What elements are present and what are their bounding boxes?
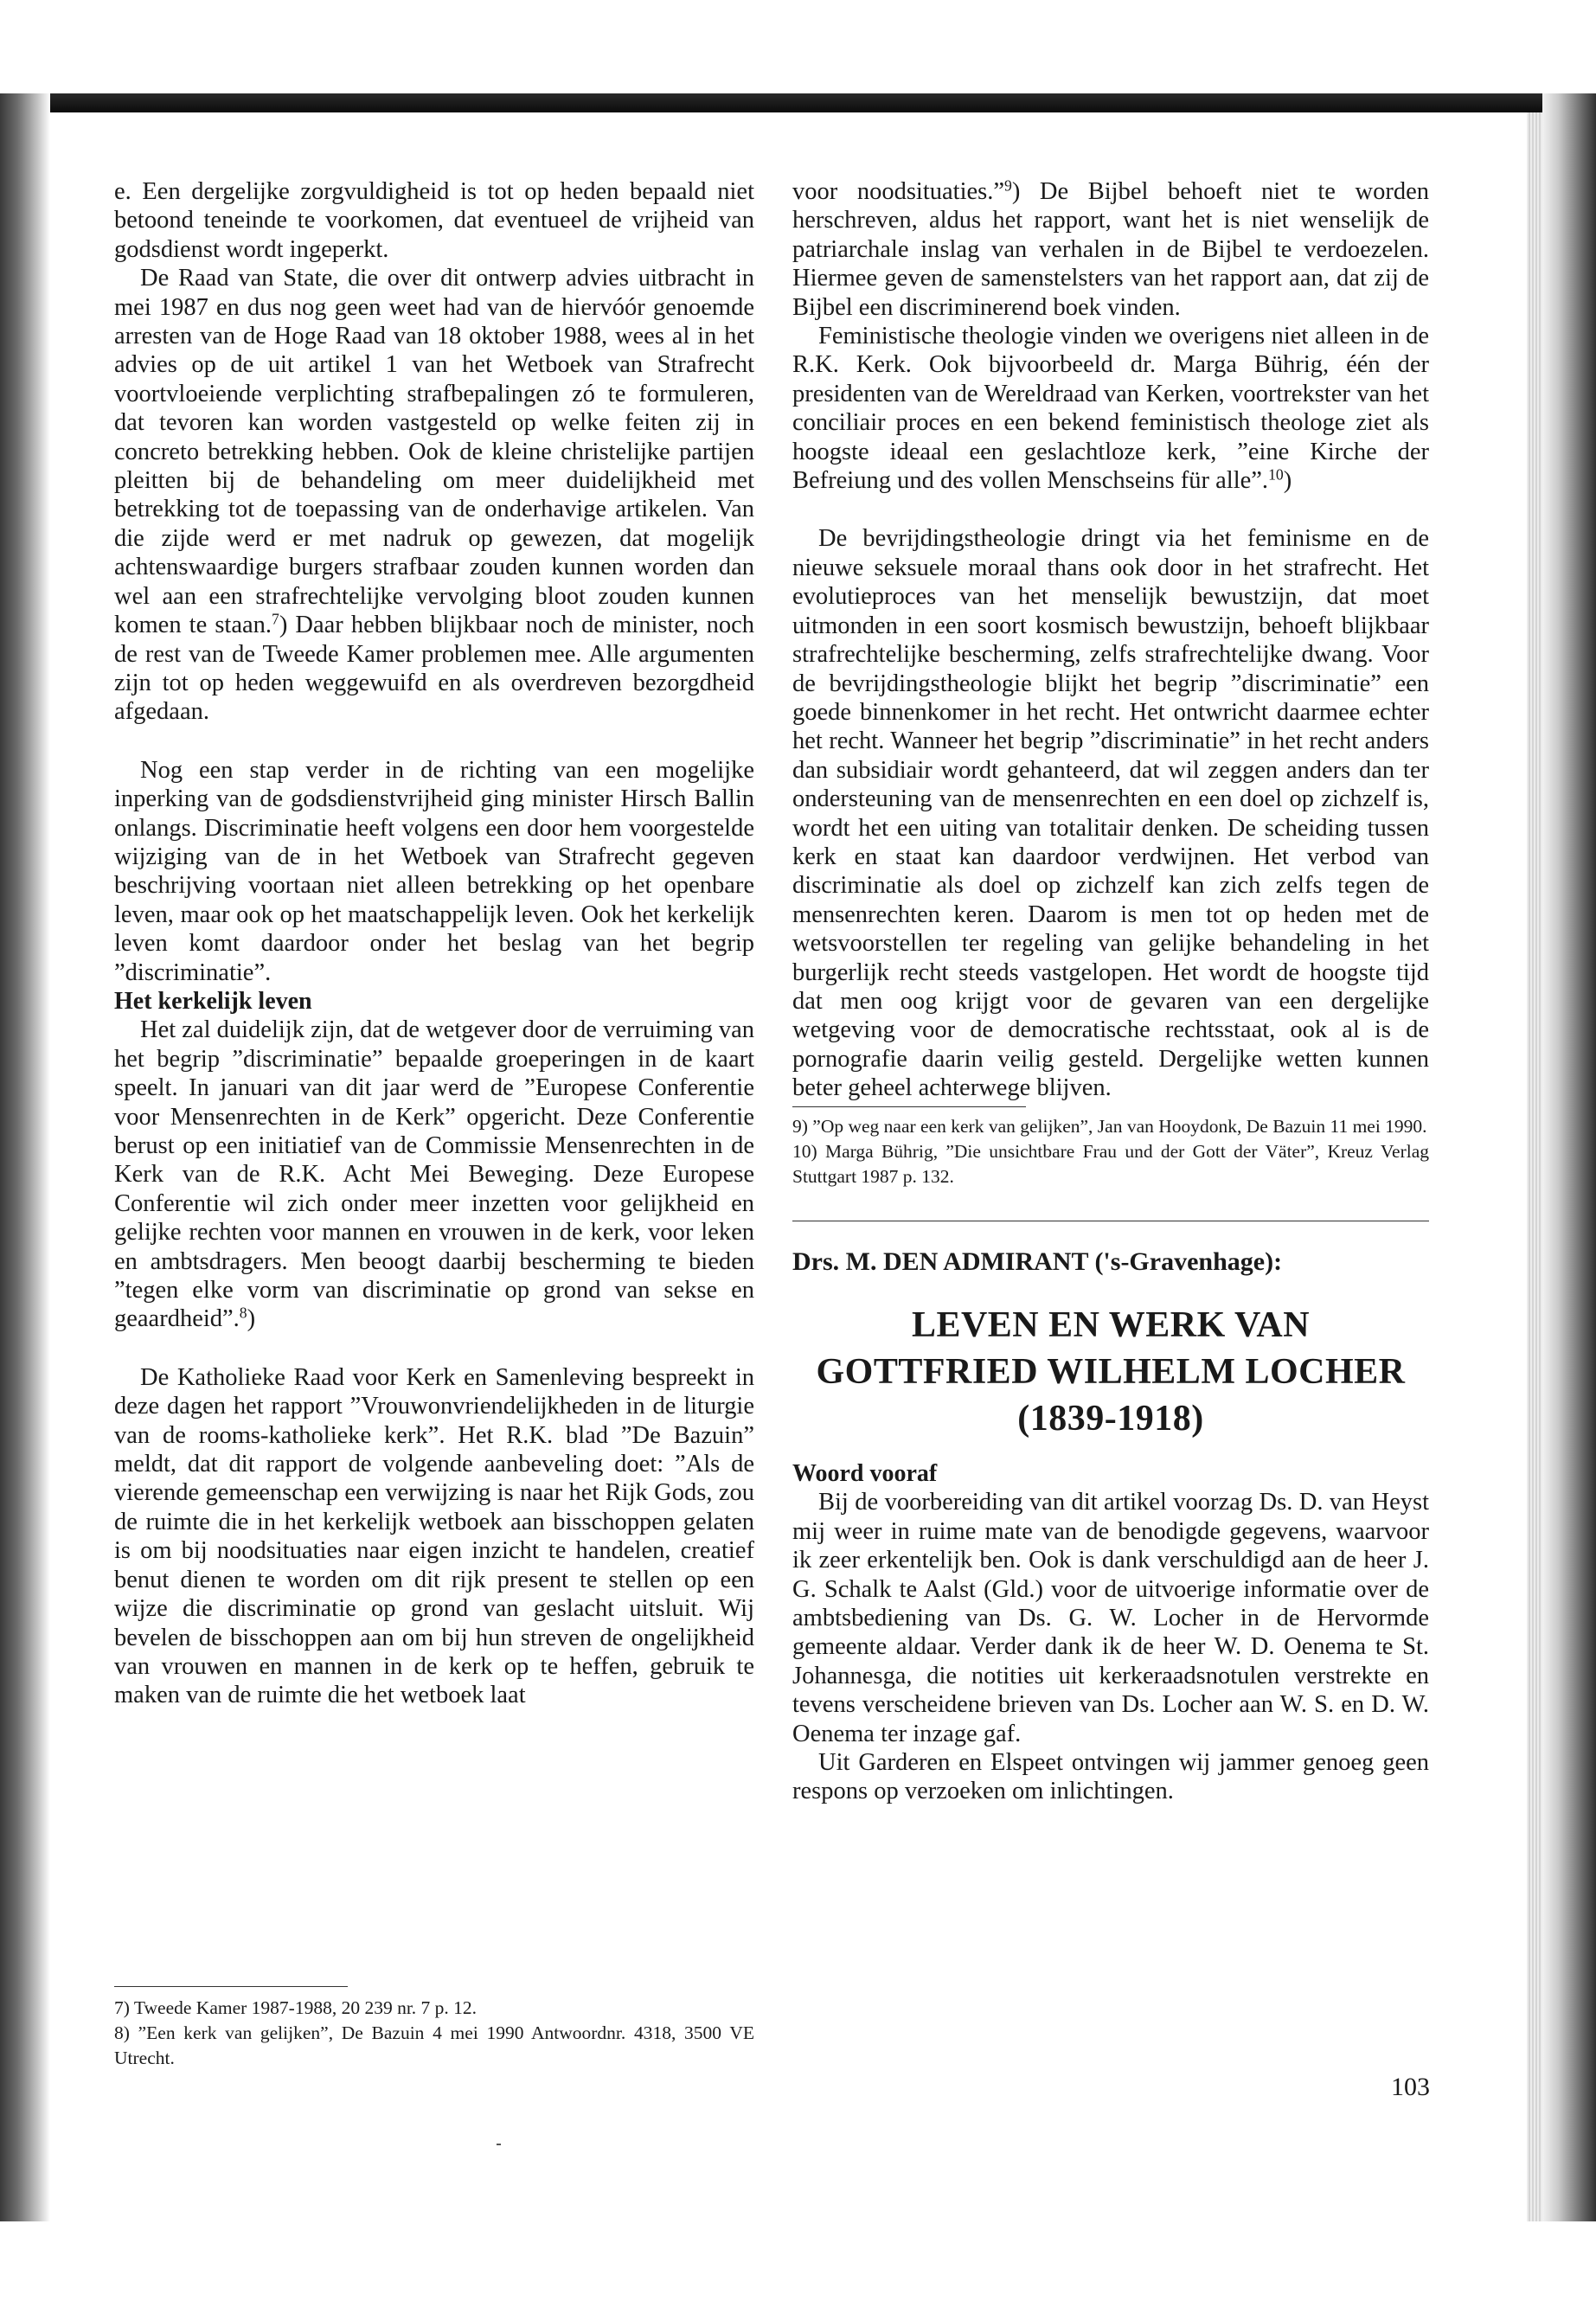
title-line: LEVEN EN WERK VAN — [911, 1305, 1311, 1345]
article-author: Drs. M. DEN ADMIRANT ('s-Gravenhage): — [792, 1247, 1283, 1276]
scan-margin-bottom — [0, 2221, 1596, 2301]
footnote-divider — [792, 1106, 1026, 1107]
paragraph: De bevrijdingstheologie dringt via het feminisme en de nieuwe seksuele moraal thans ook door in het strafrecht. Het evolutieproces van het menselijk bewustzijn, dat moet uitmonden in een soort kosmisch bewustzijn, behoeft blijkbaar strafrechtelijke bescherming, zelfs strafrechtelijke dwang. Voor de bevrijdingstheologie blijkt het begrip ”discriminatie” een goede binnenkomer in het recht. Het ontwricht daarmee echter het recht. Wanneer het begrip ”discriminatie” in het recht anders dan subsidiair wordt gehanteerd, dat wil zeggen anders dan ter ondersteuning van de mensenrechten en een doel op zichzelf is, wordt het een uiting van totalitair denken. De scheiding tussen kerk en staat kan daardoor verdwijnen. Het verbod van discriminatie als doel op zichzelf kan zich zelfs tegen de mensenrechten keren. Daarom is men tot op heden met de wetsvoorstellen ter regeling van gelijke behandeling in het burgerlijk recht steeds vastgelopen. Het wordt de hoogste tijd dat men oog krijgt voor de gevaren van een dergelijke wetgeving voor de democratische rechtsstaat, ook al is de pornografie daarin veilig gesteld. Dergelijke wetten kunnen beter geheel achterwege blijven. — [792, 525, 1429, 1102]
paragraph-text: De Raad van State, die over dit ontwerp advies uitbracht in mei 1987 en dus nog geen weet had van de hiervóór genoemde arresten van de Hoge Raad van 18 oktober 1988, wees al in het advies op de uit artikel 1 van het Wetboek van Strafrecht voortvloeiende verplichting strafbepalingen zó te formuleren, dat tevoren kan worden vastgesteld op welke feiten zij in concreto betrekking hebben. Ook de kleine christelijke partijen pleitten bij de behandeling om meer duidelijkheid met betrekking tot de toepassing van de onderhavige artikelen. Van die zijde werd er met nadruk op gewezen, dat mogelijk achtenswaardige burgers strafbaar zouden kunnen worden dan wel aan een strafrechtelijke vervolging bloot zouden kunnen komen te staan. — [114, 265, 754, 639]
footnote: 7) Tweede Kamer 1987-1988, 20 239 nr. 7 p. 12. — [114, 1997, 478, 2018]
title-line: GOTTFRIED WILHELM LOCHER — [816, 1352, 1406, 1392]
footnote-ref: 7 — [272, 610, 279, 628]
paragraph: Bij de voorbereiding van dit artikel voorzag Ds. D. van Heyst mij weer in ruime mate van de benodigde gegevens, waarvoor ik zeer erkentelijk ben. Ook is dank verschuldigd aan de heer J. G. Schalk te Aalst (Gld.) voor de uitvoerige informatie over de ambtsbediening van Ds. G. W. Locher in de Hervormde gemeente aldaar. Verder dank ik de heer W. D. Oenema te St. Johannesga, die notities uit kerkeraadsnotulen verstrekte en tevens verscheidene brieven van Ds. Locher aan W. S. en D. W. Oenema ter inzage gaf. — [792, 1489, 1429, 1747]
footnote: 9) ”Op weg naar een kerk van gelijken”, Jan van Hooydonk, De Bazuin 11 mei 1990. — [792, 1115, 1427, 1137]
paragraph-text: ) De Bijbel behoeft niet te worden herschreven, aldus het rapport, want het is niet wenselijk de patriarchale inslag van verhalen in de Bijbel te verdoezelen. Hiermee geven de samenstelsters van het rapport aan, dat zij de Bijbel een discriminerend boek vinden. — [792, 178, 1429, 321]
paragraph — [792, 177, 1429, 322]
paragraph: e. Een dergelijke zorgvuldigheid is tot op heden bepaald niet betoond teneinde te voorkomen, dat eventueel de vrijheid van godsdienst wordt ingeperkt. — [114, 178, 754, 263]
footnote: 8) ”Een kerk van gelijken”, De Bazuin 4 mei 1990 Antwoordnr. 4318, 3500 VE Utrecht. — [114, 2022, 754, 2068]
title-line: (1839-1918) — [1017, 1399, 1204, 1439]
paragraph — [114, 264, 754, 727]
left-column — [114, 177, 754, 1710]
page-stack-edge — [1527, 112, 1542, 2223]
footnote: 10) Marga Bührig, ”Die unsichtbare Frau und der Gott der Väter”, Kreuz Verlag Stuttgart 1987 p. 132. — [792, 1140, 1429, 1187]
scan-gutter-left — [0, 93, 50, 2221]
footnote-ref: 9 — [1004, 176, 1012, 195]
right-column — [792, 177, 1429, 1806]
page-number: 103 — [1391, 2073, 1430, 2101]
left-footnotes — [114, 1983, 754, 2071]
paragraph: Uit Garderen en Elspeet ontvingen wij jammer genoeg geen respons op verzoeken om inlichtingen. — [792, 1749, 1429, 1805]
scan-binding-bar — [0, 93, 1596, 112]
scan-margin-top — [0, 0, 1596, 93]
paragraph-text: ) — [247, 1305, 256, 1333]
section-heading: Woord vooraf — [792, 1460, 938, 1487]
footnote-divider — [114, 1986, 348, 1987]
paragraph — [792, 322, 1429, 495]
paragraph: Nog een stap verder in de richting van een mogelijke inperking van de godsdienstvrijheid ging minister Hirsch Ballin onlangs. Discriminatie heeft volgens een door hem voorgestelde wijziging van de in het Wetboek van Strafrecht gegeven beschrijving voortaan niet alleen betrekking op het openbare leven, maar ook op het maatschappelijk leven. Ook het kerkelijk leven komt daardoor onder het beslag van het begrip ”discriminatie”. — [114, 756, 754, 986]
paragraph-text: ) Daar hebben blijkbaar noch de minister, noch de rest van de Tweede Kamer problemen mee. Alle argumenten zijn tot op heden weggewuifd en als overdreven bezorgdheid afgedaan. — [114, 612, 754, 726]
article-title — [792, 1302, 1429, 1442]
paragraph-text: Feministische theologie vinden we overigens niet alleen in de R.K. Kerk. Ook bijvoorbeeld dr. Marga Bührig, één der presidenten van de Wereldraad van Kerken, voortrekster van het conciliair proces en een bekend feministisch theologe ziet als hoogste ideaal een geslachtloze kerk, ”eine Kirche der Befreiung und des vollen Menschseins für alle”. — [792, 323, 1429, 495]
paragraph — [114, 1016, 754, 1333]
section-heading: Het kerkelijk leven — [114, 987, 312, 1015]
scan-speck — [497, 2144, 501, 2145]
footnote-ref: 8 — [239, 1304, 247, 1322]
paragraph: De Katholieke Raad voor Kerk en Samenleving bespreekt in deze dagen het rapport ”Vrouwonvriendelijkheden in de liturgie van de rooms-katholieke kerk”. Het R.K. blad ”De Bazuin” meldt, dat dit rapport de volgende aanbeveling doet: ”Als de vierende gemeenschap een verwijzing is naar het Rijk Gods, zou de ruimte die in het kerkelijk wetboek aan bisschoppen gelaten is om bij noodsituaties naar eigen inzicht te handelen, creatief benut dienen te worden om dit rijk present te stellen op een wijze die discriminatie op grond van geslacht uitsluit. Wij bevelen de bisschoppen aan om bij hun streven de ongelijkheid van vrouwen en mannen in de kerk op te heffen, gebruik te maken van de ruimte die het wetboek laat — [114, 1363, 754, 1709]
scan-gutter-right — [1542, 93, 1596, 2230]
paragraph-text: ) — [1283, 467, 1292, 495]
paragraph-text: voor noodsituaties.” — [792, 178, 1005, 205]
paragraph-text: Het zal duidelijk zijn, dat de wetgever door de verruiming van het begrip ”discriminatie” bepaalde groeperingen in de kaart speelt. In januari van dit jaar werd de ”Europese Conferentie voor Mensenrechten in de Kerk” opgericht. Deze Conferentie berust op een initiatief van de Commissie Mensenrechten in de Kerk van de R.K. Acht Mei Beweging. Deze Europese Conferentie wil zich onder meer inzetten voor gelijkheid en gelijke rechten voor mannen en vrouwen in de kerk, voor leken en ambtsdragers. Men beoogt daarbij bescherming te bieden ”tegen elke vorm van discriminatie op grond van sekse en geaardheid”. — [114, 1016, 754, 1333]
footnote-ref: 10 — [1268, 465, 1284, 484]
